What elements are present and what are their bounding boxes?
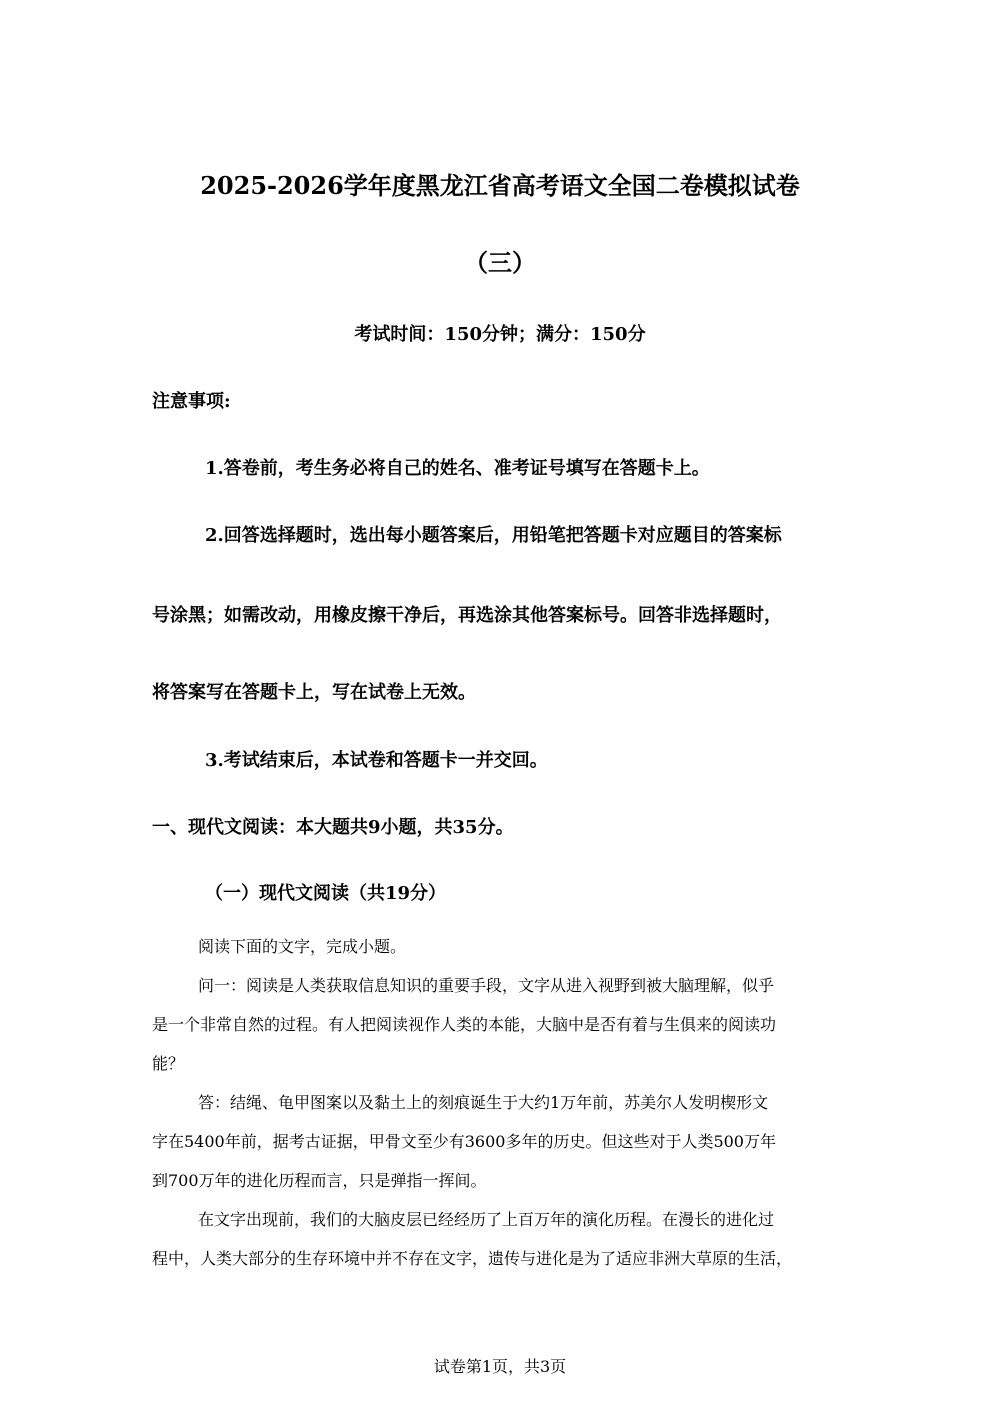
exam-title: 2025-2026学年度黑龙江省高考语文全国二卷模拟试卷: [200, 171, 800, 200]
notice-item-1: 1.答卷前，考生务必将自己的姓名、准考证号填写在答题卡上。: [205, 458, 710, 479]
passage-line: 是一个非常自然的过程。有人把阅读视作人类的本能，大脑中是否有着与生俱来的阅读功: [152, 1015, 777, 1034]
notice-title: 注意事项:: [152, 391, 231, 412]
passage-line: 答：结绳、龟甲图案以及黏土上的刻痕诞生于大约1万年前，苏美尔人发明楔形文: [198, 1093, 769, 1112]
notice-item-3: 3.考试结束后，本试卷和答题卡一并交回。: [205, 750, 548, 771]
exam-info: 考试时间：150分钟；满分：150分: [354, 324, 646, 345]
passage-line: 在文字出现前，我们的大脑皮层已经经历了上百万年的演化历程。在漫长的进化过: [198, 1210, 775, 1229]
exam-title-number: （三）: [464, 248, 536, 277]
reading-instruction: 阅读下面的文字，完成小题。: [198, 937, 407, 956]
subsection-heading: （一）现代文阅读（共19分）: [205, 883, 447, 904]
page-footer: 试卷第1页，共3页: [433, 1357, 567, 1376]
passage-line: 能？: [152, 1054, 185, 1073]
passage-line: 问一：阅读是人类获取信息知识的重要手段，文字从进入视野到被大脑理解，似乎: [198, 976, 775, 995]
passage-line: 字在5400年前，据考古证据，甲骨文至少有3600多年的历史。但这些对于人类500万年: [152, 1132, 776, 1151]
passage-line: 程中，人类大部分的生存环境中并不存在文字，遗传与进化是为了适应非洲大草原的生活，: [152, 1249, 793, 1268]
notice-item-2: 2.回答选择题时，选出每小题答案后，用铅笔把答题卡对应题目的答案标: [205, 525, 782, 546]
notice-item-2-end: 将答案写在答题卡上，写在试卷上无效。: [152, 682, 476, 703]
notice-item-2-continued: 号涂黑；如需改动，用橡皮擦干净后，再选涂其他答案标号。回答非选择题时，: [152, 605, 782, 626]
section-heading: 一、现代文阅读：本大题共9小题，共35分。: [152, 817, 514, 838]
passage-line: 到700万年的进化历程而言，只是弹指一挥间。: [152, 1171, 487, 1190]
